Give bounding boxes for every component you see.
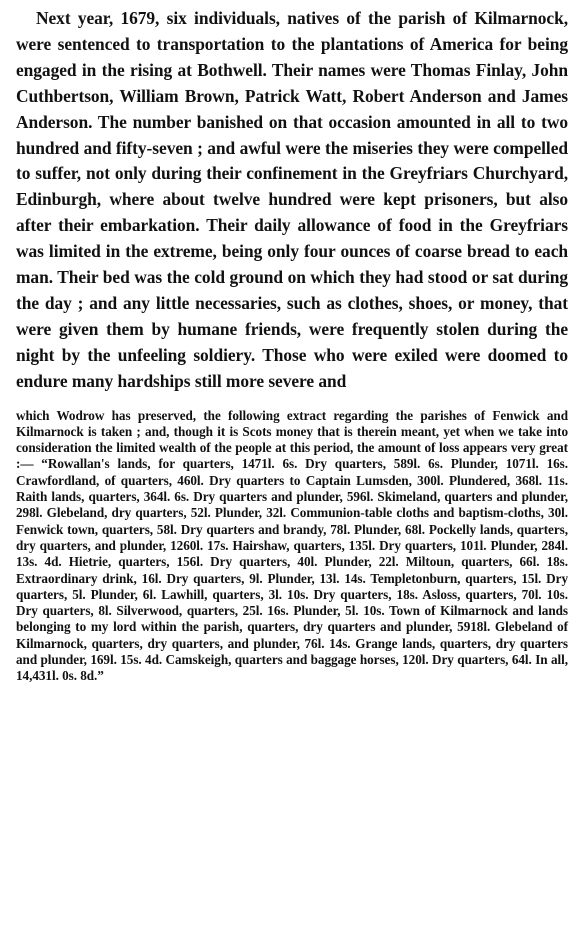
main-paragraph: Next year, 1679, six individuals, natives of the parish of Kilmarnock, were sentenced to transportation to the plantations of America for being engaged in the rising at Bothwell. Their names were Thomas Finlay, John Cuthbertson, William Brown, Patrick Watt, Robert Anderson and James Anderson. The number banished on that occasion amounted in all to two hundred and fifty-seven ; and awful were the miseries they were compelled to suffer, not only during their confinement in the Greyfriars Churchyard, Edinburgh, where about twelve hundred were kept prisoners, but also after their embarkation. Their daily allowance of food in the Greyfriars was limited in the extreme, being only four ounces of coarse bread to each man. Their bed was the cold ground on which they had stood or sat during the day ; and any little necessaries, such as clothes, shoes, or money, that were given them by humane friends, were frequently stolen during the night by the unfeeling soldiery. Those who were exiled were doomed to endure many hardships still more severe and [16, 8, 568, 391]
footnote-intro: which Wodrow has preserved, the following extract regarding the parishes of Fenwick and Kilmarnock is taken ; and, though it is Scots money that is therein meant, yet when we take into consideration the limited wealth of the people at this period, the amount of loss appears very great :— [16, 407, 568, 472]
footnote-quote: “Rowallan's lands, for quarters, 1471l. 6s. Dry quarters, 589l. 6s. Plunder, 1071l. 16s. Crawfordland, of quarters, 460l. Dry quarters to Captain Lumsden, 300l. Plundered, 368l. 11s. Raith lands, quarters, 364l. 6s. Dry quarters and plunder, 596l. Skimeland, quarters and plunder, 298l. Glebeland, dry quarters, 52l. Plunder, 32l. Communion-table cloths and baptism-cloths, 30l. Fenwick town, quarters, 58l. Dry quarters and brandy, 78l. Plunder, 68l. Pockelly lands, quarters, dry quarters, and plunder, 1260l. 17s. Hairshaw, quarters, 135l. Dry quarters, 101l. Plunder, 284l. 13s. 4d. Hietrie, quarters, 156l. Dry quarters, 40l. Plunder, 22l. Miltoun, quarters, 66l. 18s. Extraordinary drink, 16l. Dry quarters, 9l. Plunder, 13l. 14s. Templetonburn, quarters, 15l. Dry quarters, 5l. Plunder, 6l. Lawhill, quarters, 3l. 10s. Dry quarters, 18s. Asloss, quarters, 70l. 10s. Dry quarters, 8l. Silverwood, quarters, 25l. 16s. Plunder, 5l. 10s. Town of Kilmarnock and lands belonging to my lord within the parish, quarters, dry quarters and plunder, 5918l. Glebeland of Kilmarnock, quarters, dry quarters, and plunder, 76l. 14s. Grange lands, quarters, dry quarters and plunder, 169l. 15s. 4d. Camskeigh, quarters and baggage horses, 120l. Dry quarters, 64l. In all, 14,431l. 0s. 8d.” [16, 456, 568, 684]
book-page [16, 6, 568, 685]
footnote [16, 408, 568, 685]
